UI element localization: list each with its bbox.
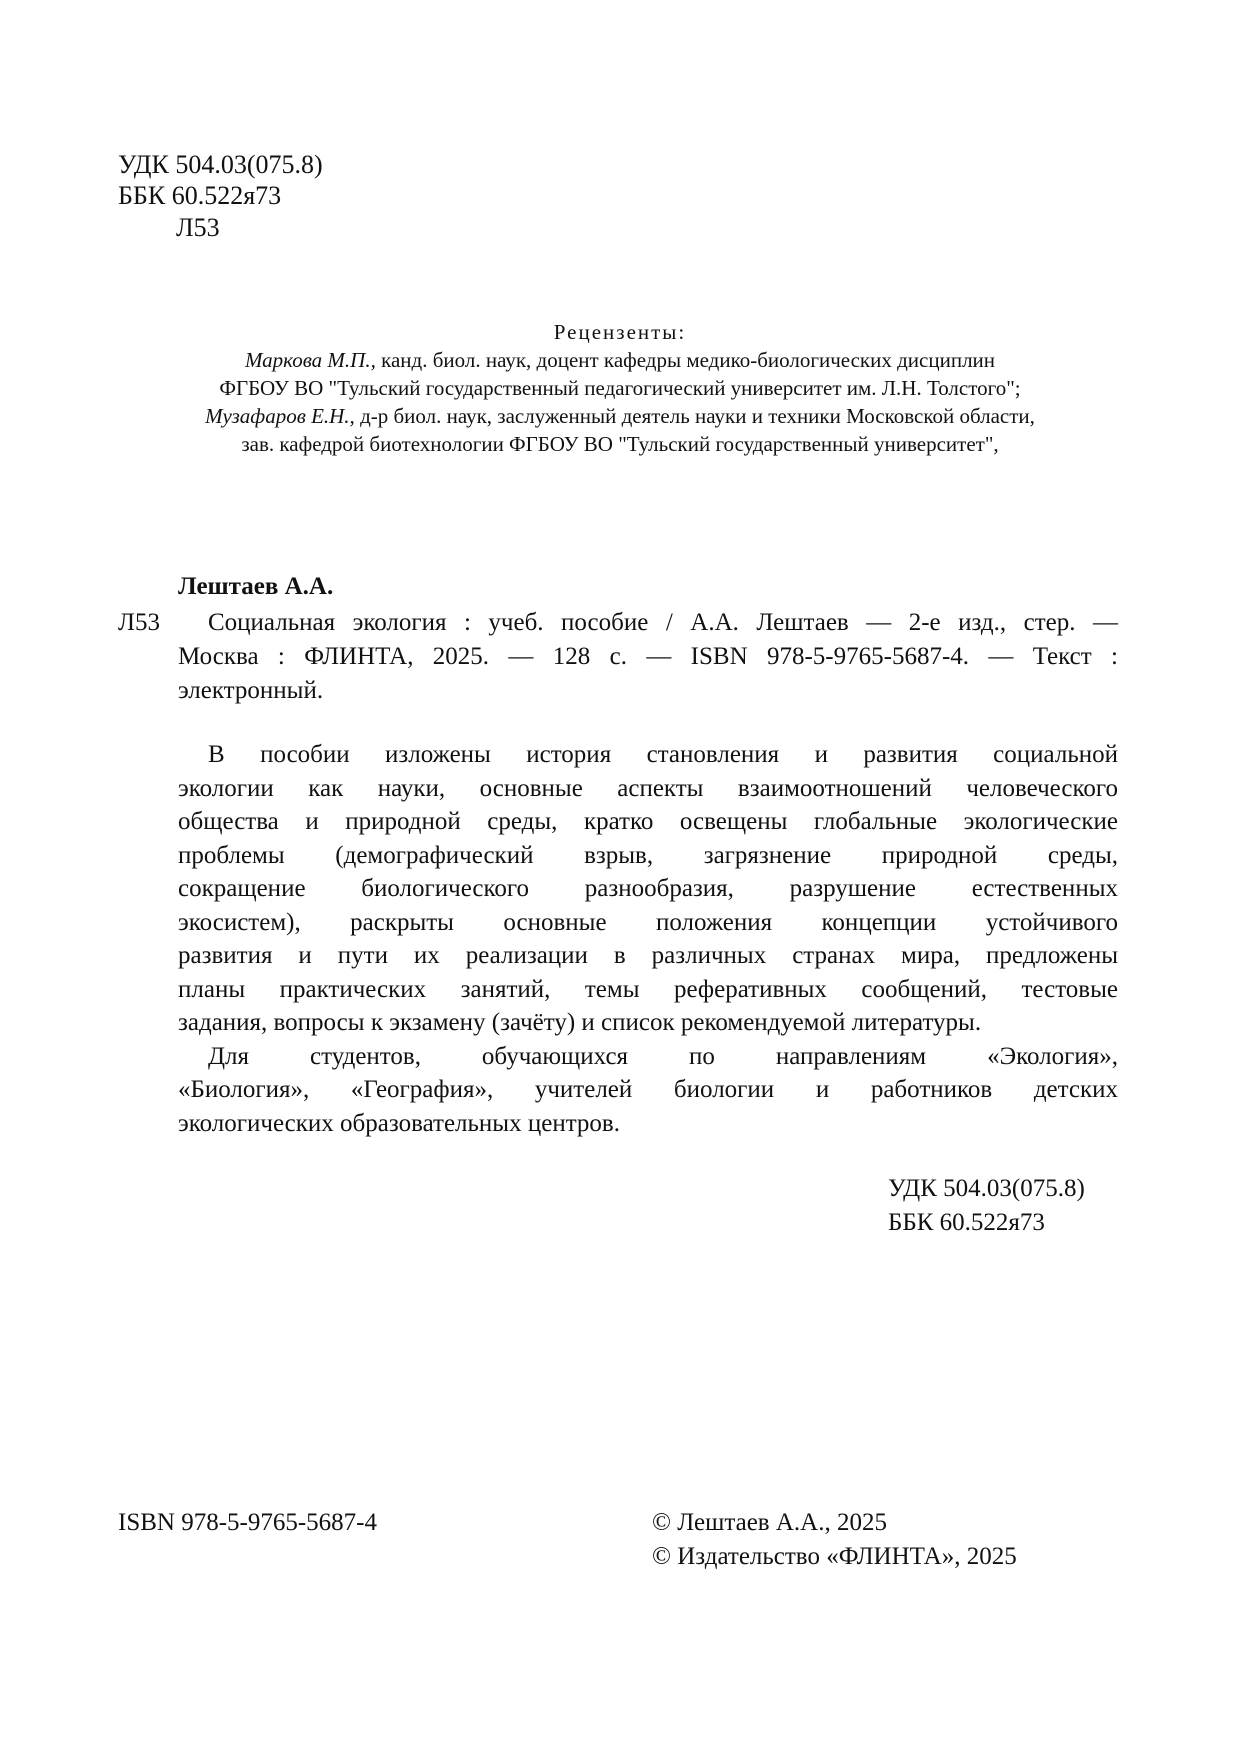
copyright-publisher: © Издательство «ФЛИНТА», 2025: [652, 1543, 1017, 1570]
abstract-line: задания, вопросы к экзамену (зачёту) и список рекомендуемой литературы.: [178, 1009, 982, 1036]
bib-line: электронный.: [178, 677, 324, 704]
reviewer-1-name: Маркова М.П.,: [244, 348, 376, 372]
bbk-code-top: ББК 60.522я73: [118, 181, 282, 210]
reviewer-1-description: канд. биол. наук, доцент кафедры медико-биологических дисциплин: [375, 348, 996, 372]
audience-line: экологических образовательных центров.: [178, 1109, 620, 1137]
abstract-line: сокращение биологического разнообразия, разрушение естественных: [178, 875, 1118, 902]
udk-code-top: УДК 504.03(075.8): [118, 150, 323, 179]
audience-line: «Биология», «География», учителей биологии и работников детских: [178, 1076, 1118, 1103]
copyright-author: © Лештаев А.А., 2025: [652, 1509, 887, 1536]
abstract-line: общества и природной среды, кратко освещены глобальные экологические: [178, 808, 1118, 835]
bib-line: Москва : ФЛИНТА, 2025. — 128 с. — ISBN 978-5-9765-5687-4. — Текст :: [178, 643, 1118, 670]
audience-line: Для студентов, обучающихся по направлениям «Экология»,: [208, 1042, 1118, 1070]
bib-line: Социальная экология : учеб. пособие / А.А. Лештаев — 2-е изд., стер. —: [208, 609, 1118, 636]
reviewers-block: [120, 318, 1120, 458]
reviewers-heading: Рецензенты:: [553, 320, 687, 344]
reviewer-2: [120, 402, 1120, 430]
bibliographic-description: [178, 606, 1118, 708]
abstract-line: планы практических занятий, темы реферативных сообщений, тестовые: [178, 975, 1118, 1003]
reviewer-2-name: Музафаров Е.Н.,: [205, 404, 355, 428]
entry-author: Лештаев А.А.: [178, 573, 334, 600]
author-mark-top: Л53: [176, 213, 220, 242]
entry-author-mark: Л53: [118, 609, 160, 636]
reviewer-2-organization: зав. кафедрой биотехнологии ФГБОУ ВО "Тульский государственный университет",: [241, 432, 999, 456]
reviewer-1: [120, 346, 1120, 374]
reviewer-1-organization: ФГБОУ ВО "Тульский государственный педагогический университет им. Л.Н. Толстого";: [219, 376, 1021, 400]
copyright-block: [652, 1506, 1017, 1574]
abstract-line: экологии как науки, основные аспекты взаимоотношений человеческого: [178, 774, 1118, 802]
reviewer-2-description: д-р биол. наук, заслуженный деятель науки и техники Московской области,: [354, 404, 1035, 428]
abstract: [178, 738, 1118, 1140]
bbk-code-bottom: ББК 60.522я73: [888, 1209, 1045, 1236]
classification-bottom: [888, 1172, 1085, 1240]
udk-code-bottom: УДК 504.03(075.8): [888, 1175, 1085, 1202]
abstract-line: экосистем), раскрыты основные положения концепции устойчивого: [178, 908, 1118, 936]
abstract-line: проблемы (демографический взрыв, загрязнение природной среды,: [178, 841, 1118, 869]
abstract-line: В пособии изложены история становления и развития социальной: [208, 741, 1118, 768]
isbn-footer: ISBN 978-5-9765-5687-4: [118, 1509, 378, 1536]
abstract-line: развития и пути их реализации в различных странах мира, предложены: [178, 942, 1118, 969]
